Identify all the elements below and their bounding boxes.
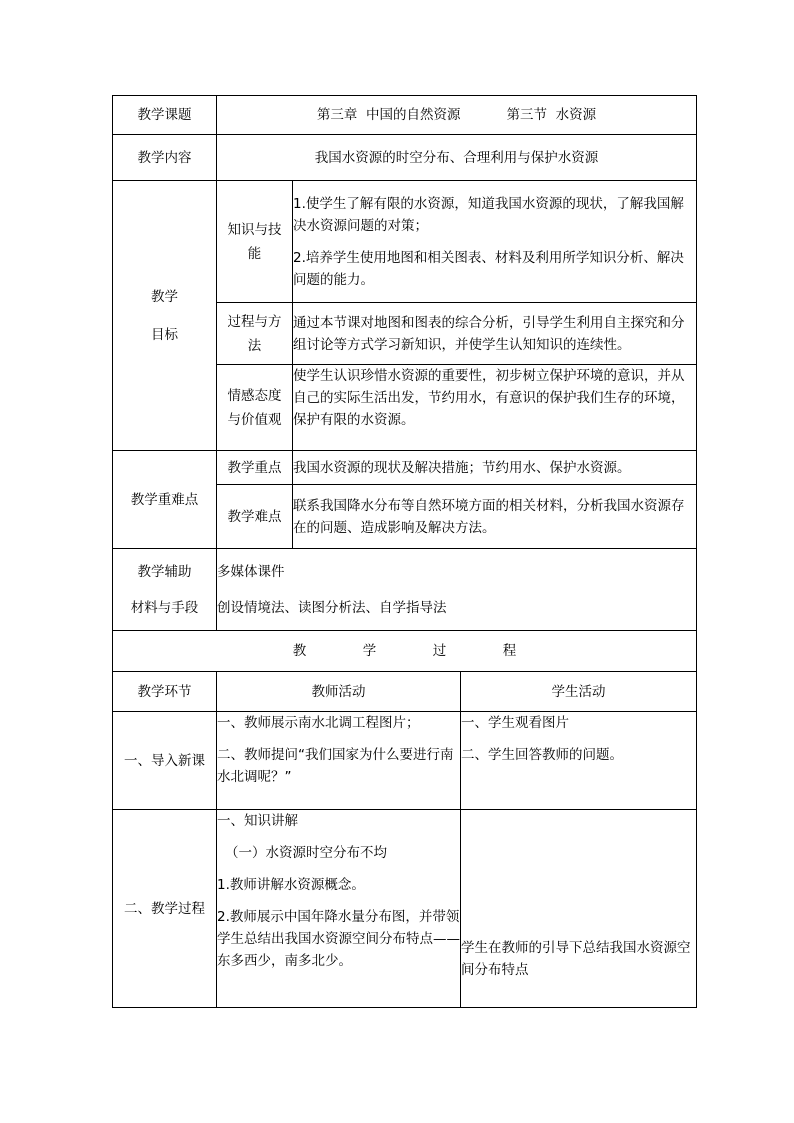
- aids-label: 教学辅助 材料与手段: [113, 549, 217, 631]
- process-header-char: 学: [362, 643, 377, 659]
- row-topic: [113, 96, 697, 135]
- row-teaching: [113, 810, 697, 1008]
- goals-label-line1: 教学: [151, 288, 178, 305]
- knowledge-label: 知识与技 能: [217, 181, 293, 303]
- process-header-char: 教: [292, 643, 307, 659]
- content-value: 我国水资源的时空分布、合理利用与保护水资源: [217, 135, 697, 181]
- col-stage-header: 教学环节: [113, 672, 217, 712]
- difficulty-label: 教学难点: [217, 485, 293, 549]
- lesson-plan-table: [112, 95, 697, 1008]
- keypoints-label: 教学重难点: [113, 451, 217, 549]
- row-process-header: [113, 631, 697, 672]
- intro-stage: 一、导入新课: [113, 712, 217, 810]
- section-title: 第三节 水资源: [506, 107, 597, 123]
- intro-teacher: 一、教师展示南水北调工程图片； 二、教师提问“我们国家为什么要进行南水北调呢？”: [217, 712, 461, 810]
- aids-text: 多媒体课件 创设情境法、读图分析法、自学指导法: [217, 549, 697, 631]
- row-column-headers: [113, 672, 697, 712]
- knowledge-text: 1.使学生了解有限的水资源，知道我国水资源的现状，了解我国解决水资源问题的对策； 2.培养学生使用地图和相关图表、材料及利用所学知识分析、解决问题的能力。: [293, 181, 697, 303]
- intro-student: 一、学生观看图片 二、学生回答教师的问题。: [461, 712, 697, 810]
- process-text: 通过本节课对地图和图表的综合分析，引导学生利用自主探究和分组讨论等方式学习新知识，并使学生认知知识的连续性。: [293, 303, 697, 365]
- row-focus: [113, 451, 697, 485]
- process-header-char: 程: [502, 643, 517, 659]
- process-label: 过程与方 法: [217, 303, 293, 365]
- difficulty-text: 联系我国降水分布等自然环境方面的相关材料，分析我国水资源存在的问题、造成影响及解决方法。: [293, 485, 697, 549]
- row-intro: [113, 712, 697, 810]
- focus-label: 教学重点: [217, 451, 293, 485]
- focus-text: 我国水资源的现状及解决措施；节约用水、保护水资源。: [293, 451, 697, 485]
- chapter-title: 第三章 中国的自然资源: [316, 107, 461, 123]
- topic-label: 教学课题: [113, 96, 217, 135]
- teaching-teacher: 一、知识讲解 （一）水资源时空分布不均 1.教师讲解水资源概念。 2.教师展示中国年降水量分布图，并带领学生总结出我国水资源空间分布特点——东多西少，南多北少。: [217, 810, 461, 1008]
- content-label: 教学内容: [113, 135, 217, 181]
- goals-label-line2: 目标: [151, 326, 178, 343]
- row-goal-knowledge: [113, 181, 697, 303]
- col-student-header: 学生活动: [461, 672, 697, 712]
- teaching-student: 学生在教师的引导下总结我国水资源空间分布特点: [461, 810, 697, 1008]
- emotion-text: 使学生认识珍惜水资源的重要性，初步树立保护环境的意识，并从自己的实际生活出发，节约用水，有意识的保护我们生存的环境，保护有限的水资源。: [293, 365, 697, 451]
- emotion-label: 情感态度 与价值观: [217, 365, 293, 451]
- teaching-stage: 二、教学过程: [113, 810, 217, 1008]
- goals-label: [113, 181, 217, 451]
- process-header-char: 过: [432, 643, 447, 659]
- row-content: [113, 135, 697, 181]
- row-aids: [113, 549, 697, 631]
- topic-value: [217, 96, 697, 135]
- process-header: [113, 631, 697, 672]
- col-teacher-header: 教师活动: [217, 672, 461, 712]
